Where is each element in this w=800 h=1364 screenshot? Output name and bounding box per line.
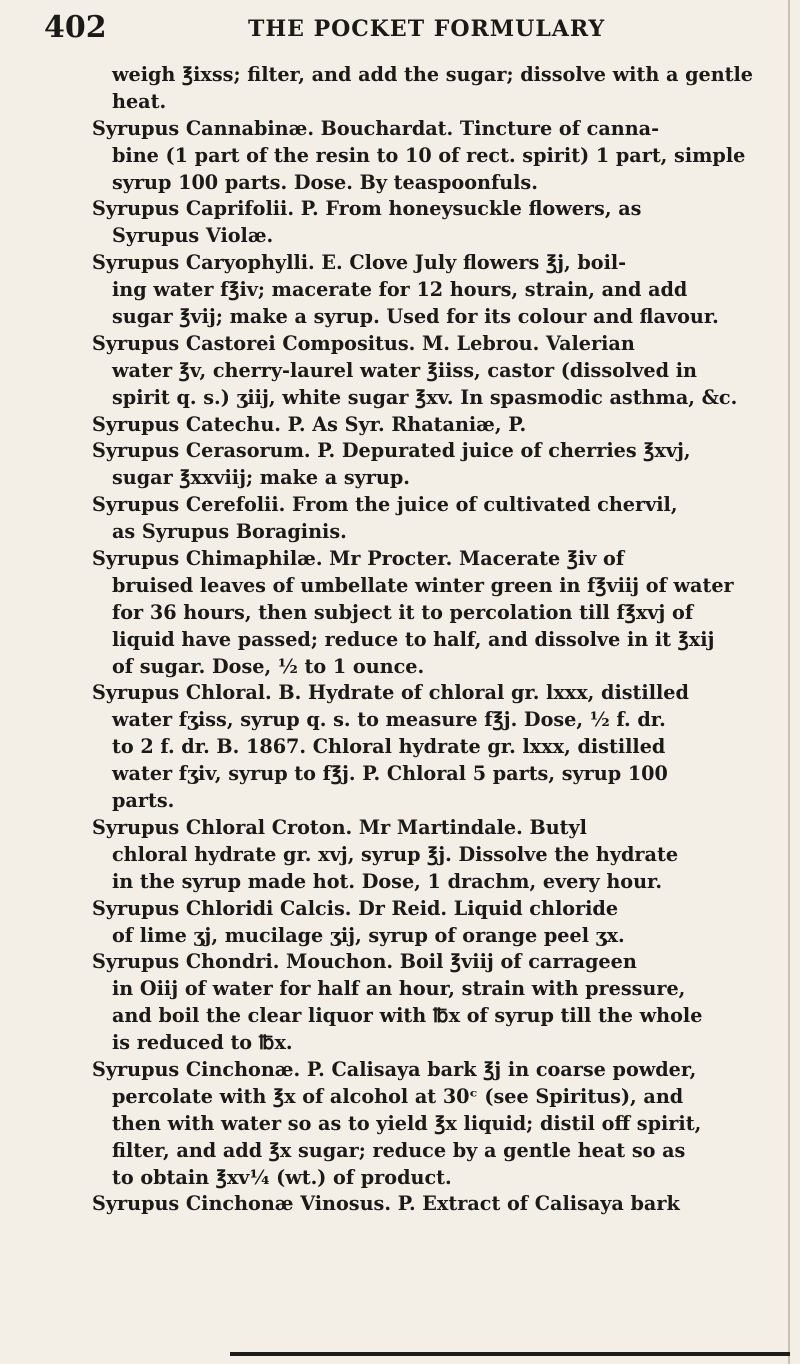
text-line: in the syrup made hot. Dose, 1 drachm, every hour. — [112, 869, 663, 893]
text-line: Syrupus Chloral Croton. Mr Martindale. Butyl — [92, 815, 587, 839]
running-title: THE POCKET FORMULARY — [248, 16, 606, 42]
text-line: is reduced to ℔x. — [112, 1031, 293, 1055]
text-line: percolate with ℥x of alcohol at 30ᶜ (see Spiritus), and — [112, 1084, 684, 1108]
text-line: chloral hydrate gr. xvj, syrup ℥j. Dissolve the hydrate — [112, 842, 679, 866]
text-line: parts. — [112, 789, 175, 813]
text-line: syrup 100 parts. Dose. By teaspoonfuls. — [112, 170, 538, 194]
text-line: sugar ℥vij; make a syrup. Used for its colour and flavour. — [112, 305, 719, 329]
text-line: to 2 f. dr. B. 1867. Chloral hydrate gr. lxxx, distilled — [112, 735, 666, 759]
text-line: heat. — [112, 89, 167, 113]
text-line: then with water so as to yield ℥x liquid; distil off spirit, — [112, 1111, 702, 1135]
text-line: Syrupus Chloridi Calcis. Dr Reid. Liquid chloride — [92, 896, 619, 920]
text-line: for 36 hours, then subject it to percolation till f℥xvj of — [112, 600, 694, 624]
page-edge — [788, 0, 790, 1364]
text-line: Syrupus Castorei Compositus. M. Lebrou. Valerian — [92, 331, 635, 355]
text-line: as Syrupus Boraginis. — [112, 520, 347, 544]
text-line: to obtain ℥xv¼ (wt.) of product. — [112, 1165, 452, 1189]
text-line: and boil the clear liquor with ℔x of syrup till the whole — [112, 1004, 703, 1028]
text-line: bine (1 part of the resin to 10 of rect. spirit) 1 part, simple — [112, 143, 746, 167]
text-line: bruised leaves of umbellate winter green in f℥viij of water — [112, 573, 734, 597]
text-line: water fʒiv, syrup to f℥j. P. Chloral 5 parts, syrup 100 — [112, 762, 668, 786]
text-line: of sugar. Dose, ½ to 1 ounce. — [112, 654, 425, 678]
text-line: liquid have passed; reduce to half, and dissolve in it ℥xij — [112, 627, 715, 651]
text-line: Syrupus Caryophylli. E. Clove July flowers ℥j, boil- — [92, 251, 627, 275]
text-line: Syrupus Chimaphilæ. Mr Procter. Macerate ℥iv of — [92, 547, 625, 571]
page-body — [92, 62, 784, 1218]
text-line: sugar ℥xxviij; make a syrup. — [112, 466, 410, 490]
text-line: spirit q. s.) ʒiij, white sugar ℥xv. In spasmodic asthma, &c. — [112, 385, 738, 409]
text-line: Syrupus Cerasorum. P. Depurated juice of cherries ℥xvj, — [92, 439, 691, 463]
page-number: 402 — [44, 10, 107, 45]
text-line: of lime ʒj, mucilage ʒij, syrup of orange peel ʒx. — [112, 923, 625, 947]
text-line: water fʒiss, syrup q. s. to measure f℥j. Dose, ½ f. dr. — [112, 708, 666, 732]
text-line: Syrupus Cinchonæ. P. Calisaya bark ℥j in coarse powder, — [92, 1057, 697, 1081]
text-line: Syrupus Chloral. B. Hydrate of chloral gr. lxxx, distilled — [92, 681, 689, 705]
text-line: in Oiij of water for half an hour, strain with pressure, — [112, 977, 686, 1001]
text-line: Syrupus Cinchonæ Vinosus. P. Extract of Calisaya bark — [92, 1192, 680, 1216]
text-line: Syrupus Cannabinæ. Bouchardat. Tincture of canna- — [92, 116, 660, 140]
text-line: ing water f℥iv; macerate for 12 hours, strain, and add — [112, 278, 688, 302]
text-line: weigh ℥ixss; filter, and add the sugar; dissolve with a gentle — [112, 63, 754, 86]
text-line: Syrupus Chondri. Mouchon. Boil ℥viij of carrageen — [92, 950, 637, 974]
text-line: filter, and add ℥x sugar; reduce by a gentle heat so as — [112, 1138, 686, 1162]
text-line: Syrupus Catechu. P. As Syr. Rhataniæ, P. — [92, 412, 527, 436]
text-line: Syrupus Cerefolii. From the juice of cultivated chervil, — [92, 493, 678, 517]
bottom-rule — [230, 1352, 790, 1356]
text-line: Syrupus Violæ. — [112, 224, 274, 248]
text-line: Syrupus Caprifolii. P. From honeysuckle flowers, as — [92, 197, 642, 221]
text-line: water ℥v, cherry-laurel water ℥iiss, castor (dissolved in — [112, 358, 697, 382]
